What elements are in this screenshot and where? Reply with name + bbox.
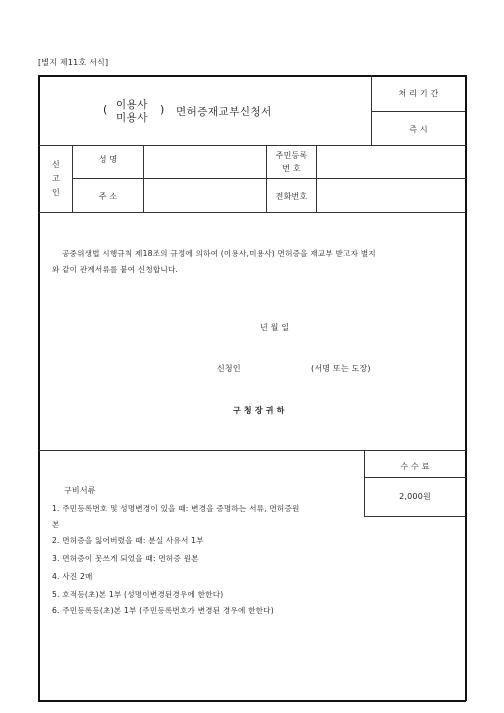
documents-header: 구비서류 bbox=[64, 486, 96, 495]
title-area bbox=[40, 75, 370, 145]
body-paragraph-line2: 와 같이 관계서류를 붙여 신청합니다. bbox=[52, 265, 179, 274]
applicant-side-label-2: 고 bbox=[52, 174, 60, 183]
processing-mid-line bbox=[371, 111, 465, 112]
form-label: [별지 제11호 서식] bbox=[38, 58, 109, 67]
title-paren-close: ) bbox=[160, 103, 165, 116]
applicant-signature-label: 신청인 bbox=[217, 364, 241, 373]
processing-period-value: 즉 시 bbox=[409, 125, 428, 134]
fee-value: 2,000원 bbox=[399, 492, 431, 501]
applicant-bottom-line bbox=[38, 212, 466, 213]
fee-header: 수 수 료 bbox=[400, 462, 430, 471]
documents-top-line bbox=[38, 450, 466, 451]
name-field[interactable] bbox=[148, 154, 262, 172]
phone-field[interactable] bbox=[320, 187, 460, 205]
signature-note: (서명 또는 도장) bbox=[311, 364, 371, 373]
applicant-side-label-3: 인 bbox=[52, 188, 60, 197]
resident-number-field[interactable] bbox=[320, 154, 460, 172]
document-item: 1. 주민등록번호 및 성명변경이 있을 때: 변경을 증명하는 서류, 면허증원 bbox=[52, 504, 300, 513]
title-bottom-line bbox=[38, 145, 466, 146]
applicant-side-label-1: 신 bbox=[52, 160, 60, 169]
frame-bottom bbox=[38, 700, 466, 702]
document-item: 2. 면허증을 잃어버렸을 때: 분실 사유서 1부 bbox=[52, 536, 204, 545]
processing-period-header: 처 리 기 간 bbox=[398, 89, 439, 98]
name-label: 성 명 bbox=[98, 155, 118, 164]
applicant-row-line bbox=[72, 178, 466, 179]
address-label: 주 소 bbox=[98, 192, 118, 201]
address-field[interactable] bbox=[148, 187, 262, 205]
resident-number-label-line2: 번 호 bbox=[282, 164, 301, 173]
frame-right bbox=[465, 75, 467, 701]
phone-label: 전화번호 bbox=[275, 192, 308, 201]
fee-bottom-line bbox=[364, 516, 466, 517]
document-item: 4. 사진 2매 bbox=[52, 572, 93, 581]
document-item: 본 bbox=[52, 520, 60, 529]
resident-number-label-line1: 주민등록 bbox=[275, 151, 308, 160]
addressee: 구 청 장 귀 하 bbox=[233, 406, 285, 415]
title-paren-open: ( bbox=[103, 103, 108, 116]
applicant-label-divider bbox=[143, 145, 144, 213]
title-option-barber: 이용사 bbox=[116, 99, 148, 111]
page-title: 면허증재교부신청서 bbox=[176, 106, 272, 118]
application-date: 년 월 일 bbox=[260, 323, 290, 332]
document-item: 5. 호적등(초)본 1부 (성명이변경된경우에 한한다) bbox=[52, 590, 224, 599]
body-paragraph-line1: 공중위생법 시행규칙 제18조의 규정에 의하여 (이용사,미용사) 면허증을 재교부 받고자 별지 bbox=[62, 249, 376, 258]
document-item: 6. 주민등록등(초)본 1부 (주민등록번호가 변경된 경우에 한한다) bbox=[52, 606, 274, 615]
document-item: 3. 면허증이 못쓰게 되었을 때: 면허증 원본 bbox=[52, 554, 199, 563]
applicant-right-divider bbox=[316, 145, 317, 213]
fee-mid-line bbox=[364, 477, 466, 478]
title-option-beautician: 미용사 bbox=[116, 112, 148, 124]
